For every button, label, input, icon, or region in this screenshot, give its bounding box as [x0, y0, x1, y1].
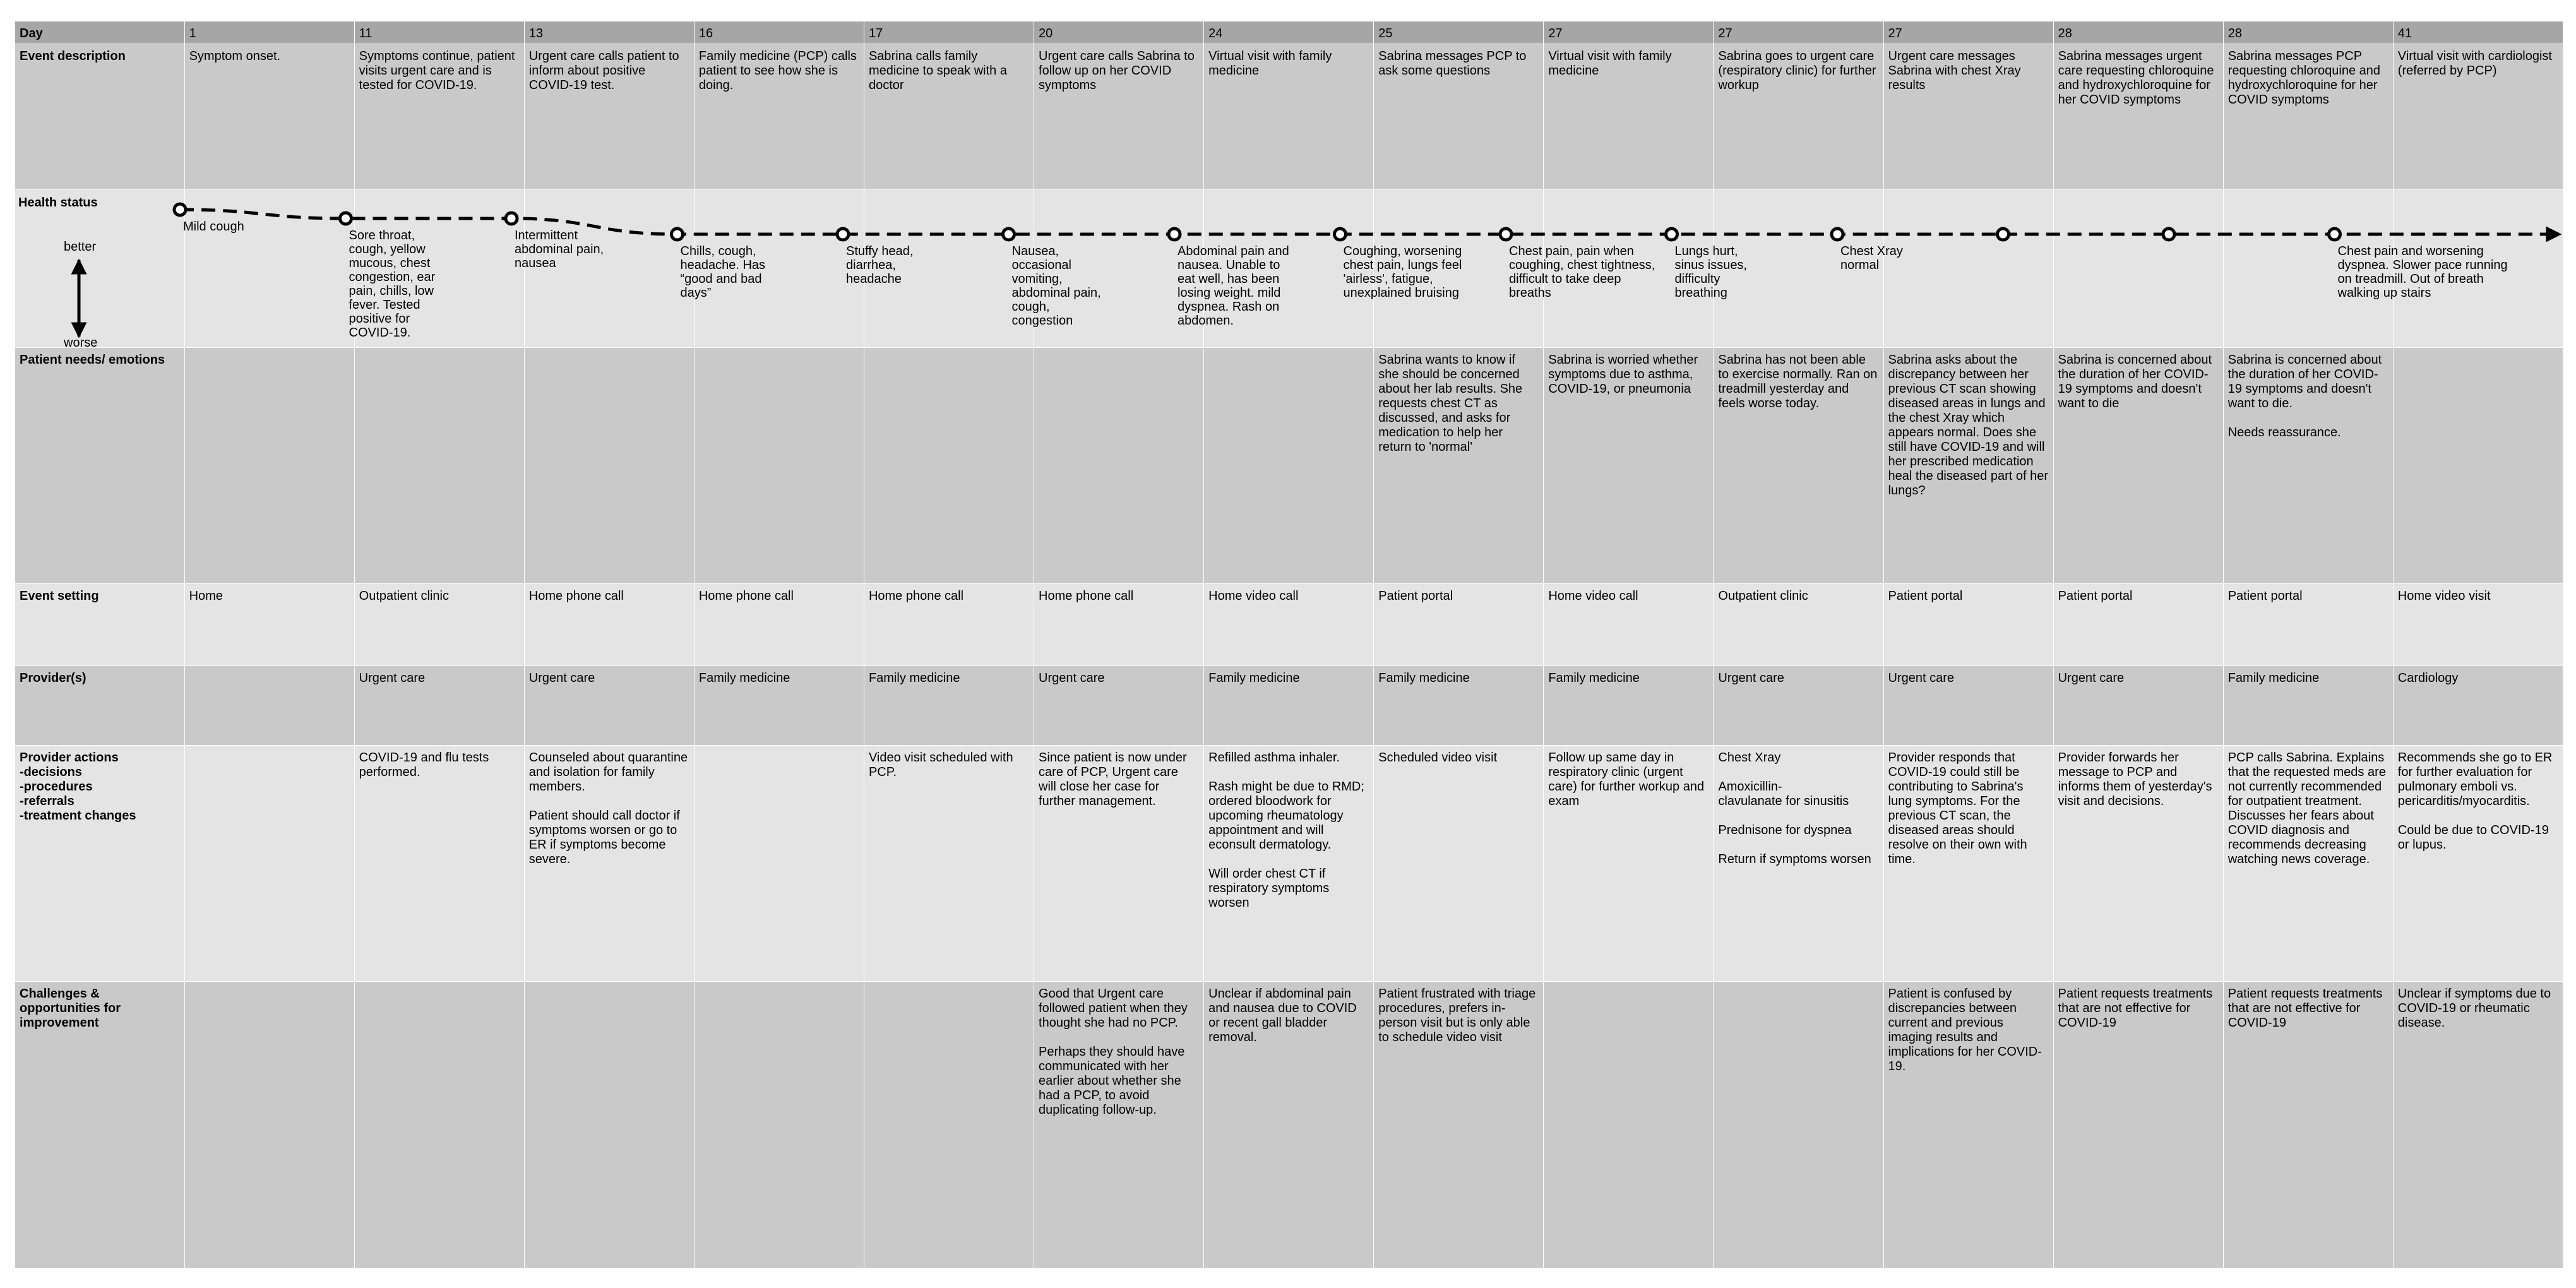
event-setting-text: Outpatient clinic — [359, 589, 449, 603]
patient-needs-text: Sabrina has not been able to exercise normally. Ran on treadmill yesterday and feels worse today. — [1718, 353, 1878, 410]
health-point-marker — [1003, 229, 1015, 240]
event-description-text: Sabrina messages PCP to ask some questions — [1378, 49, 1527, 78]
event-description-text: Symptom onset. — [189, 49, 281, 63]
provider-actions-text: PCP calls Sabrina. Explains that the requested meds are not currently recommended for outpatient treatment. Discusses her fears about COVID diagnosis and recommends decreasing watching news coverage. — [2227, 751, 2386, 866]
event-description-text: Family medicine (PCP) calls patient to see how she is doing. — [698, 49, 857, 92]
day-text: 27 — [1888, 27, 1902, 40]
patient-needs-text: Sabrina wants to know if she should be concerned about her lab results. She requests chest CT as discussed, and asks for medication to help her return to 'normal' — [1378, 353, 1523, 454]
row-label-provider-actions: Provider actions -decisions -procedures -referrals -treatment changes — [20, 751, 136, 823]
provider-text: Family medicine — [2227, 671, 2320, 685]
health-status-text: Coughing, worsening chest pain, lungs feel 'airless', fatigue, unexplained bruising — [1343, 244, 1462, 300]
patient-needs-text: Sabrina is worried whether symptoms due to asthma, COVID-19, or pneumonia — [1548, 353, 1698, 396]
provider-actions-text: Follow up same day in respiratory clinic (urgent care) for further workup and exam — [1548, 751, 1705, 808]
day-text: 11 — [359, 27, 373, 40]
day-text: 27 — [1718, 27, 1732, 40]
provider-actions-text: Video visit scheduled with PCP. — [868, 751, 1013, 779]
event-setting-text: Home — [189, 589, 223, 603]
event-description-text: Sabrina messages urgent care requesting chloroquine and hydroxychloroquine for her COVID symptoms — [2058, 49, 2214, 107]
provider-text: Urgent care — [1039, 671, 1105, 685]
day-text: 41 — [2397, 27, 2412, 40]
day-text: 17 — [868, 27, 883, 40]
health-point-marker — [1335, 229, 1346, 240]
provider-text: Urgent care — [1718, 671, 1784, 685]
challenges-text: Unclear if abdominal pain and nausea due to COVID or recent gall bladder removal. — [1208, 987, 1357, 1044]
health-point-marker — [174, 204, 186, 215]
provider-actions-text: Chest Xray Amoxicillin- clavulanate for sinusitis Prednisone for dyspnea Return if symptoms worsen — [1718, 751, 1871, 866]
provider-text: Family medicine — [1378, 671, 1470, 685]
event-description-text: Urgent care calls Sabrina to follow up on her COVID symptoms — [1039, 49, 1195, 92]
event-setting-text: Home video call — [1208, 589, 1299, 603]
provider-text: Urgent care — [1888, 671, 1955, 685]
day-text: 27 — [1548, 27, 1563, 40]
provider-text: Family medicine — [1208, 671, 1300, 685]
event-setting-text: Home phone call — [1039, 589, 1134, 603]
provider-text: Family medicine — [698, 671, 790, 685]
health-status-text: Nausea, occasional vomiting, abdominal pain, cough, congestion — [1011, 244, 1101, 328]
health-point-marker — [340, 213, 352, 224]
health-status-text: Intermittent abdominal pain, nausea — [515, 229, 604, 270]
health-status-text: Chest pain, pain when coughing, chest tightness, difficult to take deep breaths — [1509, 244, 1655, 300]
day-text: 24 — [1208, 27, 1223, 40]
provider-text: Family medicine — [868, 671, 960, 685]
row-label-event-setting: Event setting — [15, 584, 185, 666]
health-point-marker — [1666, 229, 1678, 240]
row-label-challenges: Challenges & opportunities for improvement — [15, 982, 185, 1268]
health-point-marker — [2163, 229, 2174, 240]
event-description-text: Virtual visit with family medicine — [1208, 49, 1332, 78]
health-point-marker — [837, 229, 849, 240]
provider-actions-text: Counseled about quarantine and isolation for family members. Patient should call doctor if symptoms worsen or go to ER if symptoms become severe. — [528, 751, 688, 866]
health-scale-worse-label: worse — [64, 336, 98, 350]
health-status-text: Sore throat, cough, yellow mucous, chest congestion, ear pain, chills, low fever. Tested positive for COVID-19. — [349, 229, 436, 340]
provider-actions-text: Scheduled video visit — [1378, 751, 1498, 765]
provider-actions-text: Provider responds that COVID-19 could still be contributing to Sabrina's lung symptoms. For the previous CT scan, the diseased areas should resolve on their own with time. — [1888, 751, 2027, 866]
challenges-text: Unclear if symptoms due to COVID-19 or rheumatic disease. — [2397, 987, 2551, 1030]
health-status-text: Abdominal pain and nausea. Unable to eat well, has been losing weight. mild dyspnea. Rash on abdomen. — [1178, 244, 1289, 328]
patient-needs-text: Sabrina is concerned about the duration of her COVID-19 symptoms and doesn't want to die. Needs reassurance. — [2227, 353, 2382, 439]
challenges-text: Good that Urgent care followed patient when they thought she had no PCP. Perhaps they should have communicated with her earlier about whether she had a PCP, to avoid duplicating follow-up. — [1039, 987, 1188, 1117]
row-label-health-status: Health status — [18, 196, 98, 210]
health-status-text: Lungs hurt, sinus issues, difficulty breathing — [1674, 244, 1747, 300]
event-setting-text: Patient portal — [1378, 589, 1453, 603]
health-status-text: Stuffy head, diarrhea, headache — [846, 244, 914, 286]
day-text: 28 — [2227, 27, 2242, 40]
provider-text: Urgent care — [2058, 671, 2125, 685]
health-status-text: Chest pain and worsening dyspnea. Slower pace running on treadmill. Out of breath walking up stairs — [2337, 244, 2508, 300]
challenges-text: Patient requests treatments that are not effective for COVID-19 — [2058, 987, 2213, 1030]
patient-needs-text: Sabrina is concerned about the duration of her COVID-19 symptoms and doesn't want to die — [2058, 353, 2212, 410]
day-text: 13 — [528, 27, 544, 40]
day-text: 20 — [1039, 27, 1053, 40]
provider-actions-text: Refilled asthma inhaler. Rash might be due to RMD; ordered bloodwork for upcoming rheumatology appointment and will econsult dermatology. Will order chest CT if respiratory symptoms worsen — [1208, 751, 1364, 910]
event-setting-text: Patient portal — [1888, 589, 1963, 603]
event-setting-text: Home video call — [1548, 589, 1638, 603]
provider-text: Urgent care — [359, 671, 426, 685]
event-description-text: Urgent care messages Sabrina with chest Xray results — [1888, 49, 2021, 92]
event-setting-text: Home phone call — [528, 589, 624, 603]
day-text: 28 — [2058, 27, 2072, 40]
row-label-day: Day — [15, 21, 185, 44]
event-description-text: Sabrina messages PCP requesting chloroquine and hydroxychloroquine for her COVID symptoms — [2227, 49, 2380, 107]
health-scale-better-label: better — [64, 240, 97, 254]
event-setting-text: Patient portal — [2058, 589, 2133, 603]
provider-actions-text: Provider forwards her message to PCP and informs them of yesterday's visit and decisions. — [2058, 751, 2212, 808]
health-point-marker — [1169, 229, 1180, 240]
row-label-providers: Provider(s) — [15, 666, 185, 746]
event-description-text: Sabrina goes to urgent care (respiratory clinic) for further workup — [1718, 49, 1876, 92]
event-setting-text: Home phone call — [698, 589, 794, 603]
day-text: 1 — [189, 27, 196, 40]
health-point-marker — [1832, 229, 1843, 240]
day-text: 25 — [1378, 27, 1393, 40]
event-setting-text: Home video visit — [2397, 589, 2491, 603]
row-label-event-description: Event description — [15, 44, 185, 190]
event-description-text: Virtual visit with family medicine — [1548, 49, 1672, 78]
challenges-text: Patient frustrated with triage procedures, prefers in-person visit but is only able to schedule video visit — [1378, 987, 1536, 1044]
event-description-text: Virtual visit with cardiologist (referred by PCP) — [2397, 49, 2552, 78]
health-point-marker — [1500, 229, 1512, 240]
day-text: 16 — [698, 27, 713, 40]
provider-text: Urgent care — [528, 671, 595, 685]
health-status-text: Chills, cough, headache. Has “good and bad days” — [680, 244, 766, 300]
event-description-text: Symptoms continue, patient visits urgent care and is tested for COVID-19. — [359, 49, 515, 92]
provider-text: Family medicine — [1548, 671, 1640, 685]
row-label-patient-needs: Patient needs/ emotions — [15, 348, 185, 584]
event-description-text: Sabrina calls family medicine to speak with a doctor — [868, 49, 1007, 92]
health-point-marker — [2329, 229, 2340, 240]
event-description-text: Urgent care calls patient to inform about positive COVID-19 test. — [528, 49, 679, 92]
challenges-text: Patient is confused by discrepancies between current and previous imaging results and implications for her COVID-19. — [1888, 987, 2042, 1073]
health-status-text: Mild cough — [183, 220, 244, 234]
provider-text: Cardiology — [2397, 671, 2459, 685]
provider-actions-text: Recommends she go to ER for further evaluation for pulmonary emboli vs. pericarditis/myocarditis. Could be due to COVID-19 or lupus. — [2397, 751, 2553, 852]
provider-actions-text: Since patient is now under care of PCP, Urgent care will close her case for further management. — [1039, 751, 1187, 808]
patient-needs-text: Sabrina asks about the discrepancy between her previous CT scan showing diseased areas in lungs and the chest Xray which appears normal. Does she still have COVID-19 and will her prescribed medication heal the diseased part of her lungs? — [1888, 353, 2049, 498]
health-point-marker — [1998, 229, 2009, 240]
provider-actions-text: COVID-19 and flu tests performed. — [359, 751, 489, 779]
event-setting-text: Outpatient clinic — [1718, 589, 1808, 603]
health-point-marker — [506, 213, 517, 224]
health-point-marker — [672, 229, 683, 240]
challenges-text: Patient requests treatments that are not effective for COVID-19 — [2227, 987, 2383, 1030]
health-status-text: Chest Xray normal — [1840, 244, 1903, 272]
event-setting-text: Patient portal — [2227, 589, 2303, 603]
event-setting-text: Home phone call — [868, 589, 964, 603]
